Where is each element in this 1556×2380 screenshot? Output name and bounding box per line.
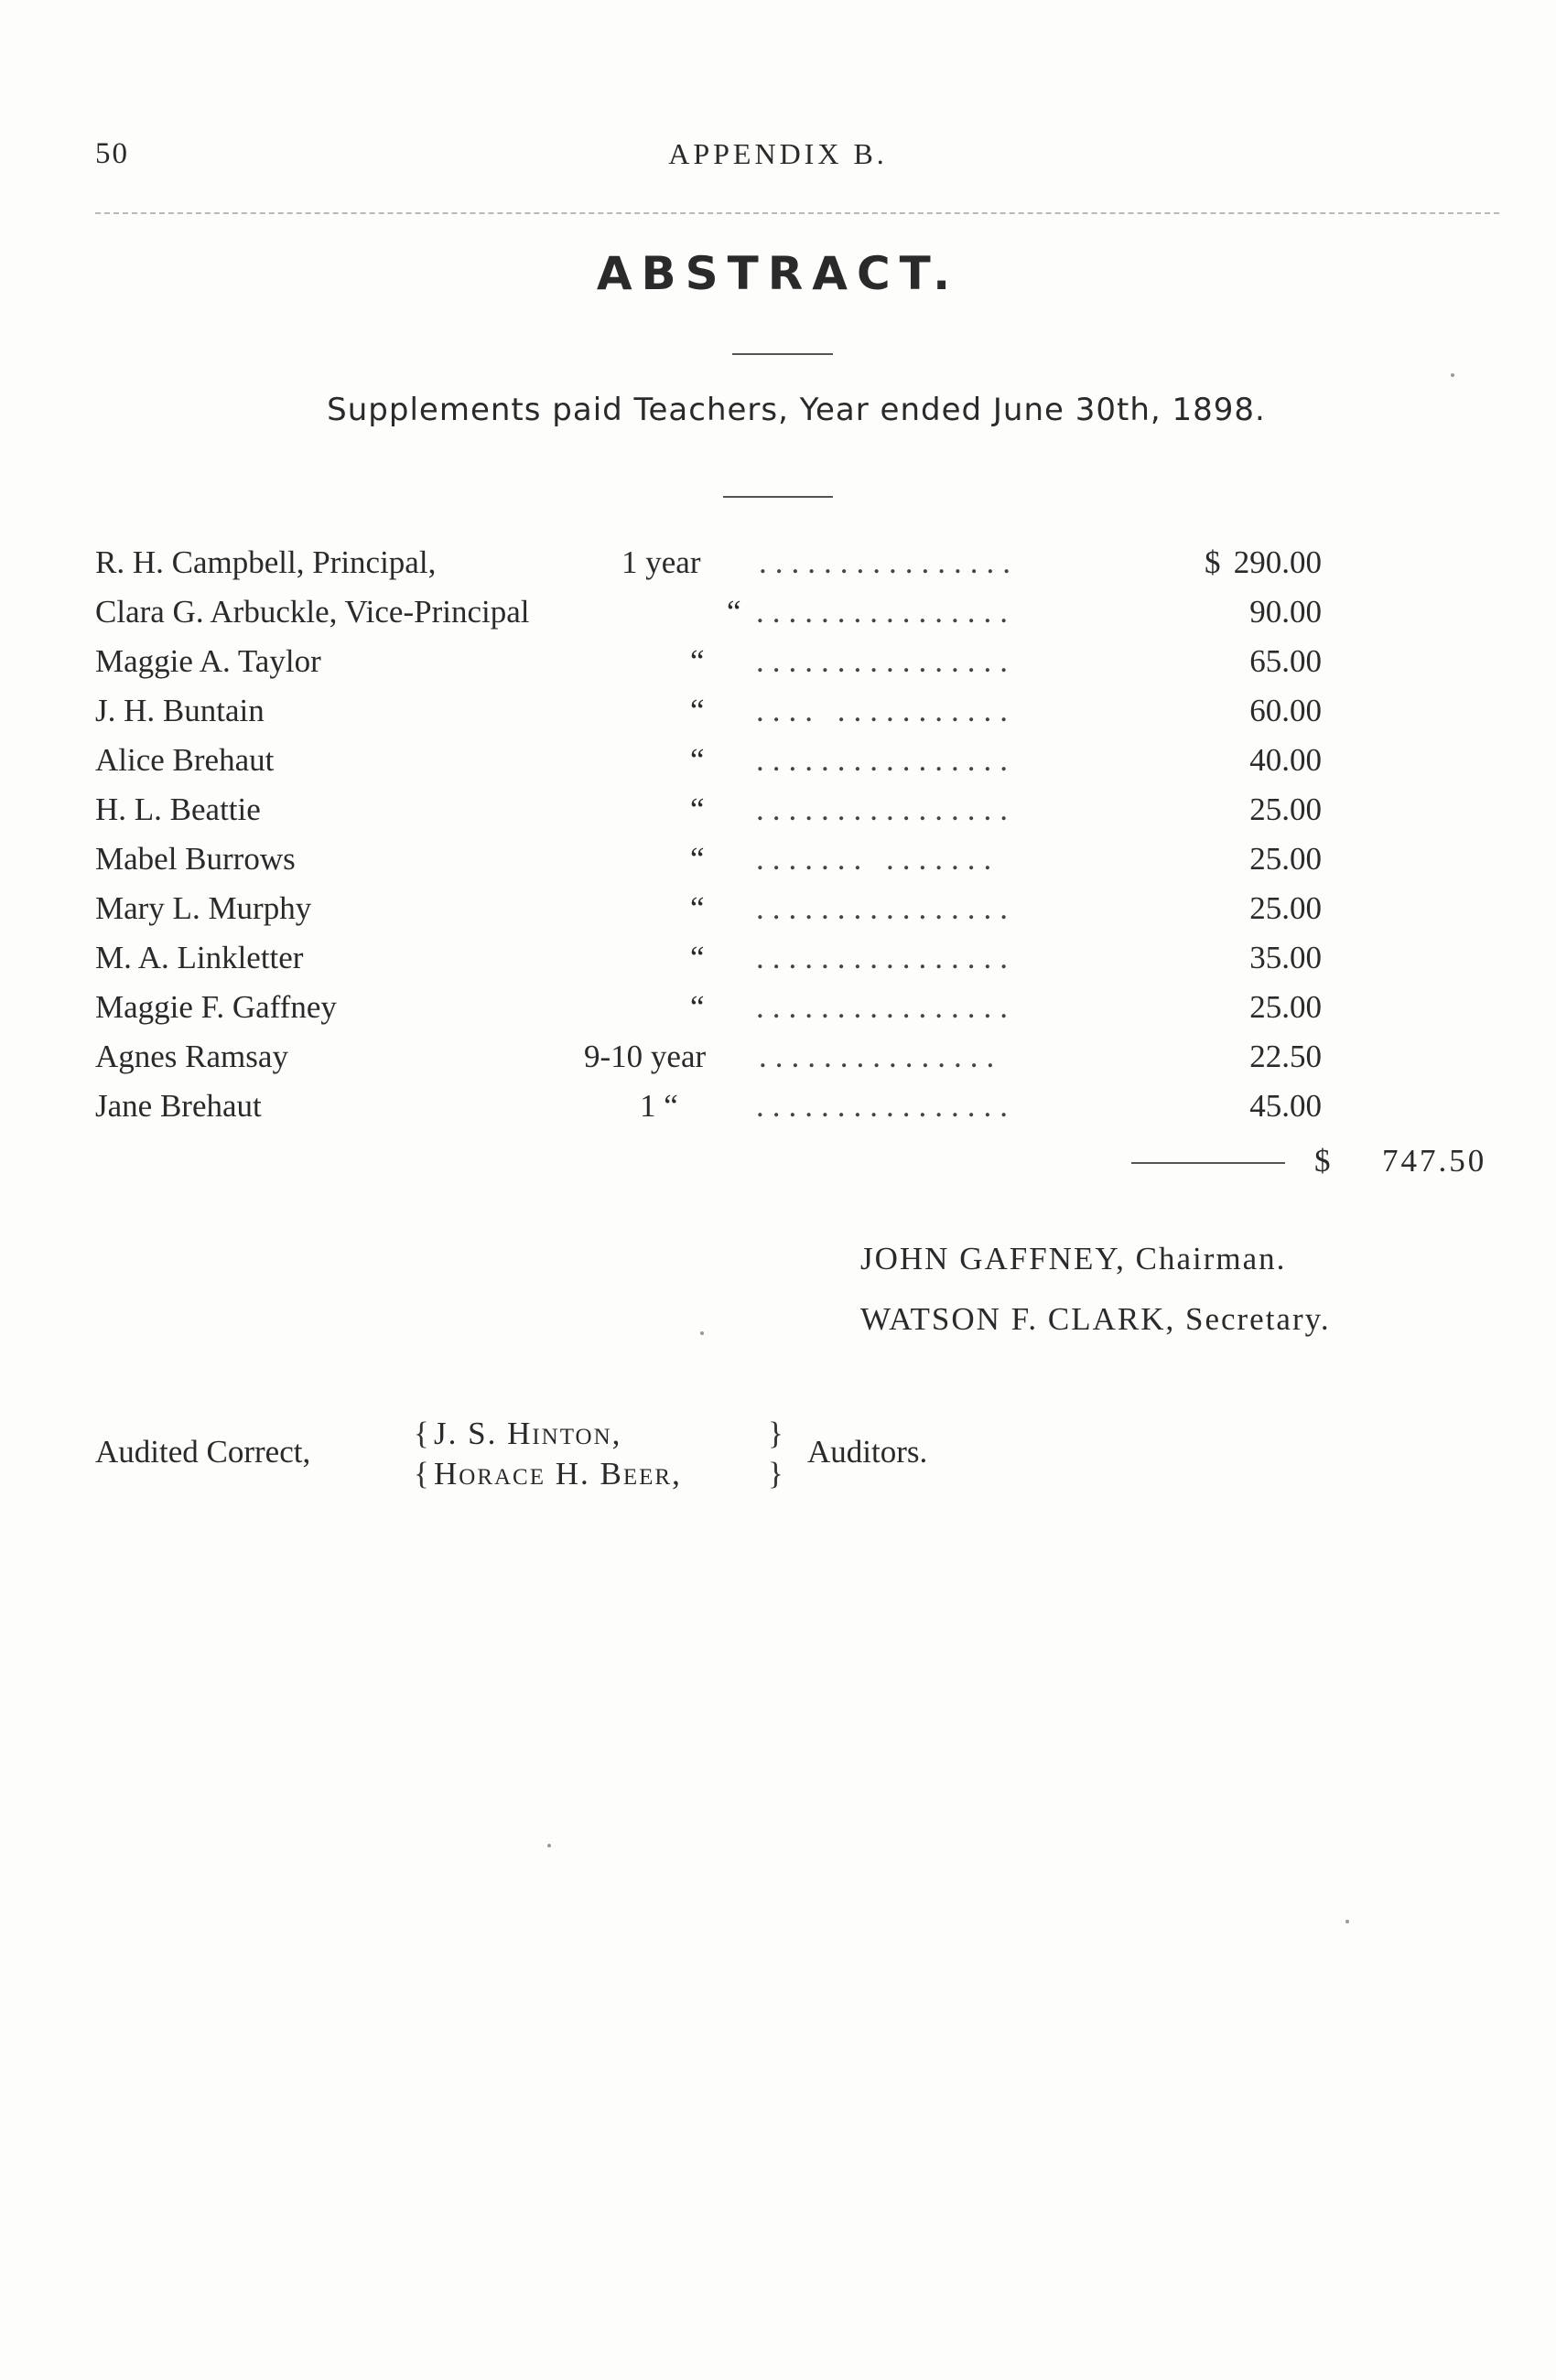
amount: 25.00 (1249, 792, 1322, 827)
amount: 45.00 (1249, 1088, 1322, 1124)
audit-statement (95, 1414, 1102, 1514)
teacher-name: J. H. Buntain (95, 693, 265, 728)
auditor-name: Horace H. Beer, (434, 1456, 682, 1492)
table-row (95, 538, 1322, 587)
paper-speck (1451, 373, 1454, 377)
teacher-name: Mabel Burrows (95, 841, 296, 877)
amount: 60.00 (1249, 693, 1322, 728)
auditor-names (434, 1414, 682, 1494)
teacher-name: M. A. Linkletter (95, 940, 304, 975)
term: “ (690, 792, 705, 827)
signature-secretary: WATSON F. CLARK, Secretary. (860, 1301, 1331, 1337)
audit-label: Audited Correct, (95, 1434, 311, 1470)
dollar-sign: $ (1205, 544, 1221, 580)
leader-dots: ................ (756, 643, 1016, 679)
signature-chairman: JOHN GAFFNEY, Chairman. (860, 1241, 1287, 1276)
table-row (95, 835, 1322, 884)
page-title: ABSTRACT. (596, 247, 960, 300)
header-divider (95, 212, 1499, 214)
page-header (0, 137, 1556, 183)
paper-speck (547, 1844, 551, 1847)
leader-dots: ................ (759, 544, 1019, 580)
leader-dots: ................ (756, 792, 1016, 827)
teacher-name: Clara G. Arbuckle, Vice-Principal (95, 594, 530, 630)
left-brace: { { (414, 1416, 429, 1492)
table-row (95, 1032, 1322, 1082)
term: “ (690, 693, 705, 728)
total-row (0, 1136, 1556, 1186)
leader-dots: .... ........... (756, 693, 1016, 728)
leader-dots: ................ (756, 1088, 1016, 1124)
page-subtitle: Supplements paid Teachers, Year ended June 30th, 1898. (327, 392, 1266, 428)
term: “ (690, 841, 705, 877)
total-rule (1131, 1162, 1285, 1164)
amount: 25.00 (1249, 841, 1322, 877)
amount: 65.00 (1249, 643, 1322, 679)
title-rule (732, 353, 833, 355)
teacher-name: Alice Brehaut (95, 742, 275, 778)
leader-dots: ................ (756, 940, 1016, 975)
term: “ (690, 989, 705, 1025)
table-row (95, 637, 1322, 686)
amount: 90.00 (1249, 594, 1322, 630)
teacher-name: Agnes Ramsay (95, 1039, 288, 1074)
leader-dots: ................ (756, 890, 1016, 926)
paper-speck (1345, 1920, 1349, 1923)
right-brace: } } (768, 1416, 783, 1492)
term: 1 year (621, 544, 701, 580)
term: 1 “ (640, 1088, 678, 1124)
term: “ (690, 890, 705, 926)
page-number: 50 (95, 137, 129, 170)
amount: 25.00 (1249, 890, 1322, 926)
table-row (95, 884, 1322, 933)
auditor-name: J. S. Hinton, (434, 1416, 622, 1451)
amount: 290.00 (1233, 544, 1322, 580)
term: “ (690, 940, 705, 975)
teacher-name: H. L. Beattie (95, 792, 261, 827)
total-dollar-sign: $ (1314, 1143, 1331, 1179)
subtitle-rule (723, 496, 833, 498)
leader-dots: ................ (756, 989, 1016, 1025)
term: “ (727, 594, 741, 630)
teacher-name: Maggie A. Taylor (95, 643, 321, 679)
table-row (95, 736, 1322, 785)
teacher-name: Mary L. Murphy (95, 890, 312, 926)
table-row (95, 983, 1322, 1032)
teacher-name: R. H. Campbell, Principal, (95, 544, 437, 580)
leader-dots: ................ (756, 594, 1016, 630)
running-head: APPENDIX B. (668, 137, 888, 170)
amount: 22.50 (1249, 1039, 1322, 1074)
table-row (95, 785, 1322, 835)
supplements-table (95, 538, 1322, 1131)
teacher-name: Jane Brehaut (95, 1088, 262, 1124)
leader-dots: ....... ....... (756, 841, 1000, 877)
term: 9-10 year (584, 1039, 707, 1074)
auditors-role: Auditors. (807, 1434, 928, 1470)
leader-dots: ............... (759, 1039, 1003, 1074)
table-row (95, 933, 1322, 983)
total-amount: 747.50 (1382, 1143, 1487, 1179)
teacher-name: Maggie F. Gaffney (95, 989, 337, 1025)
amount: 25.00 (1249, 989, 1322, 1025)
leader-dots: ................ (756, 742, 1016, 778)
table-row (95, 686, 1322, 736)
term: “ (690, 643, 705, 679)
table-row (95, 1082, 1322, 1131)
paper-speck (700, 1331, 704, 1335)
amount: 35.00 (1249, 940, 1322, 975)
table-row (95, 587, 1322, 637)
amount: 40.00 (1249, 742, 1322, 778)
term: “ (690, 742, 705, 778)
